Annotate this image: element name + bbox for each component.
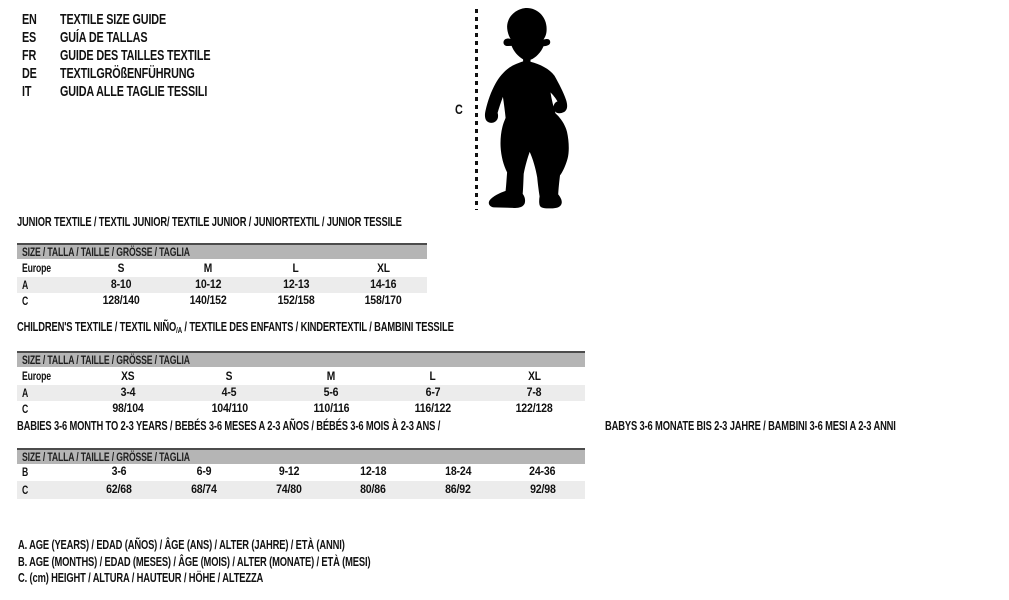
language-title: GUÍA DE TALLAS xyxy=(60,29,148,46)
height-measure-dashed-line xyxy=(475,9,478,210)
table-cell xyxy=(179,387,281,399)
table-cell-text: 3-6 xyxy=(111,466,127,479)
size-header-text: SIZE / TALLA / TAILLE / GRÖSSE / TAGLIA xyxy=(22,244,190,259)
table-cell xyxy=(483,369,585,383)
table-cell xyxy=(246,484,331,496)
section-babies xyxy=(17,418,896,499)
table-cell-text: 6-7 xyxy=(425,386,440,399)
size-header-band xyxy=(17,245,427,259)
language-code: EN xyxy=(22,11,37,28)
table-row xyxy=(17,277,427,293)
table-cell xyxy=(77,369,179,383)
table-cell-text: XL xyxy=(527,368,541,383)
table-cell xyxy=(331,466,416,478)
table-cell-text: M xyxy=(326,368,336,383)
table-cell-text: 140/152 xyxy=(189,294,227,307)
table-cell-text: 14-16 xyxy=(370,278,397,291)
table-cell xyxy=(179,369,281,383)
size-table xyxy=(17,448,585,499)
table-cell-text: 152/158 xyxy=(277,294,315,307)
table-cell xyxy=(165,295,253,307)
row-label-text: Europe xyxy=(22,368,51,383)
table-cell xyxy=(77,484,162,496)
table-cell-text: 10-12 xyxy=(195,278,222,291)
section-children xyxy=(17,320,585,417)
footnote-line xyxy=(18,554,508,571)
language-code: ES xyxy=(22,29,37,46)
size-header-text: SIZE / TALLA / TAILLE / GRÖSSE / TAGLIA xyxy=(22,352,190,367)
row-label xyxy=(17,465,77,479)
table-cell xyxy=(77,403,179,415)
table-cell xyxy=(77,387,179,399)
footnote-text: B. AGE (MONTHS) / EDAD (MESES) / ÂGE (MOIS) / ALTER (MONATE) / ETÀ (MESI) xyxy=(18,553,371,569)
table-cell-text: 5-6 xyxy=(323,386,339,399)
table-cell xyxy=(77,295,165,307)
language-code: IT xyxy=(22,83,32,100)
table-row xyxy=(17,464,585,482)
table-cell-text: L xyxy=(292,260,299,275)
language-row xyxy=(22,65,269,83)
title-text: JUNIOR TEXTILE / TEXTIL JUNIOR/ TEXTILE JUNIOR / JUNIORTEXTIL / JUNIOR TESSILE xyxy=(17,214,402,229)
table-cell xyxy=(340,295,428,307)
baby-silhouette xyxy=(480,0,600,215)
row-label-text: A xyxy=(22,277,29,292)
table-cell-text: 158/170 xyxy=(364,294,402,307)
table-cell xyxy=(500,484,585,496)
language-code: DE xyxy=(22,65,37,82)
table-cell xyxy=(280,387,382,399)
table-row xyxy=(17,385,585,401)
table-cell xyxy=(382,387,484,399)
table-cell xyxy=(77,279,165,291)
language-row xyxy=(22,11,269,29)
size-header-band xyxy=(17,450,585,464)
row-label-text: C xyxy=(22,401,29,416)
section-title xyxy=(17,215,427,230)
row-label-text: C xyxy=(22,482,29,497)
title-text: CHILDREN'S TEXTILE / TEXTIL NIÑO xyxy=(17,319,177,334)
language-title: GUIDE DES TAILLES TEXTILE xyxy=(60,47,211,64)
table-cell-text: S xyxy=(226,368,233,383)
language-title-block xyxy=(22,11,269,101)
table-cell xyxy=(162,466,247,478)
row-label xyxy=(17,261,77,275)
table-cell xyxy=(165,261,253,275)
table-cell xyxy=(483,387,585,399)
table-cell xyxy=(483,403,585,415)
table-cell-text: 24-36 xyxy=(529,466,556,479)
table-cell-text: 116/122 xyxy=(414,402,451,415)
table-cell xyxy=(252,295,340,307)
section-title xyxy=(17,320,585,338)
table-cell xyxy=(331,484,416,496)
table-cell-text: M xyxy=(204,260,213,275)
section-title-line xyxy=(17,215,402,230)
row-label-text: C xyxy=(22,293,29,308)
footnote-text: C. (cm) HEIGHT / ALTURA / HAUTEUR / HÖHE / ALTEZZA xyxy=(18,570,264,585)
row-label xyxy=(17,483,77,497)
size-header-text: SIZE / TALLA / TAILLE / GRÖSSE / TAGLIA xyxy=(22,449,190,464)
table-cell xyxy=(382,403,484,415)
table-cell xyxy=(280,403,382,415)
footnote-line xyxy=(18,570,508,587)
section-title-line xyxy=(605,419,896,434)
table-cell-text: 12-18 xyxy=(360,466,387,479)
row-label xyxy=(17,278,77,292)
section-junior xyxy=(17,215,427,309)
table-cell-text: 62/68 xyxy=(106,483,133,496)
table-cell-text: 7-8 xyxy=(526,386,542,399)
language-title: TEXTILGRÖßENFÜHRUNG xyxy=(60,65,195,82)
row-label-text: Europe xyxy=(22,260,51,275)
table-cell xyxy=(179,403,281,415)
language-code: FR xyxy=(22,47,37,64)
language-row xyxy=(22,29,269,47)
table-row xyxy=(17,259,427,277)
row-label-text: B xyxy=(22,465,29,480)
table-cell xyxy=(162,484,247,496)
table-cell xyxy=(280,369,382,383)
language-row xyxy=(22,47,269,65)
section-title-line xyxy=(17,419,440,434)
table-cell-text: 98/104 xyxy=(112,402,144,415)
table-cell-text: 12-13 xyxy=(282,278,309,291)
footnote-line xyxy=(18,537,508,554)
table-cell xyxy=(77,466,162,478)
row-label xyxy=(17,294,77,308)
footnote-text: A. AGE (YEARS) / EDAD (AÑOS) / ÂGE (ANS) / ALTER (JAHRE) / ETÀ (ANNI) xyxy=(18,537,345,552)
table-row xyxy=(17,367,585,385)
table-cell xyxy=(382,369,484,383)
table-cell-text: 122/128 xyxy=(515,402,553,415)
table-row xyxy=(17,481,585,499)
title-text: / TEXTILE DES ENFANTS / KINDERTEXTIL / BAMBINI TESSILE xyxy=(181,319,454,334)
table-cell xyxy=(252,279,340,291)
table-cell xyxy=(500,466,585,478)
table-cell xyxy=(340,279,428,291)
table-cell-text: 104/110 xyxy=(211,402,248,415)
table-cell-text: 86/92 xyxy=(445,483,471,496)
table-cell-text: 80/86 xyxy=(360,483,387,496)
title-text: BABIES 3-6 MONTH TO 2-3 YEARS / BEBÉS 3-6 MESES A 2-3 AÑOS / BÉBÉS 3-6 MOIS À 2-3 ANS / xyxy=(17,418,441,433)
row-label xyxy=(17,369,77,383)
size-table xyxy=(17,351,585,417)
table-cell-text: S xyxy=(117,260,125,275)
table-cell-text: 9-12 xyxy=(278,466,299,479)
table-cell xyxy=(77,261,165,275)
table-cell-text: XS xyxy=(121,368,135,383)
table-cell-text: 68/74 xyxy=(191,483,217,496)
height-measure-label xyxy=(451,102,467,117)
table-cell-text: 92/98 xyxy=(529,483,556,496)
table-cell-text: L xyxy=(429,368,436,383)
size-header-band xyxy=(17,353,585,367)
table-cell-text: 128/140 xyxy=(102,294,140,307)
table-cell-text: 74/80 xyxy=(275,483,302,496)
table-cell xyxy=(252,261,340,275)
table-cell xyxy=(416,466,501,478)
table-cell xyxy=(165,279,253,291)
height-measure-label-text: C xyxy=(455,102,463,117)
table-cell xyxy=(246,466,331,478)
table-row xyxy=(17,401,585,417)
row-label-text: A xyxy=(22,385,29,400)
table-cell-text: 110/116 xyxy=(313,402,349,415)
table-cell-text: 6-9 xyxy=(196,466,212,479)
table-cell-text: 3-4 xyxy=(120,386,136,399)
row-label xyxy=(17,386,77,400)
title-text: BABYS 3-6 MONATE BIS 2-3 JAHRE / BAMBINI 3-6 MESI A 2-3 ANNI xyxy=(604,418,896,433)
table-cell-text: 8-10 xyxy=(110,278,131,291)
language-row xyxy=(22,83,269,101)
table-cell-text: 4-5 xyxy=(222,386,237,399)
footnotes xyxy=(18,537,508,587)
language-title: TEXTILE SIZE GUIDE xyxy=(60,11,167,28)
table-cell xyxy=(416,484,501,496)
language-title: GUIDA ALLE TAGLIE TESSILI xyxy=(60,83,208,100)
size-table xyxy=(17,243,427,309)
table-cell-text: 18-24 xyxy=(444,466,472,479)
section-title xyxy=(17,418,896,434)
table-cell xyxy=(340,261,428,275)
row-label xyxy=(17,402,77,416)
table-row xyxy=(17,293,427,309)
table-cell-text: XL xyxy=(376,260,390,275)
section-title-line xyxy=(17,320,454,338)
title-subscript: /A xyxy=(176,325,182,336)
